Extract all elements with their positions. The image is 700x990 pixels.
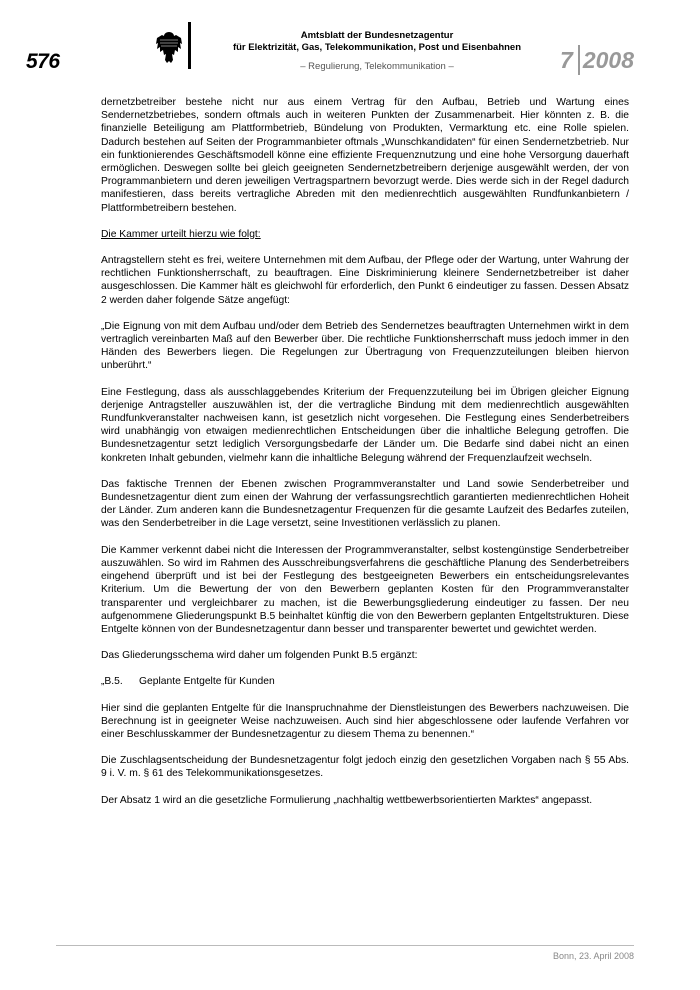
- quoted-paragraph: Hier sind die geplanten Entgelte für die Inanspruchnahme der Dienstleistungen des Bewerbers nachzuweisen. Die Berechnung ist in geeigneter Weise nachzuweisen. Auch sind hier abgeschlossene oder laufende Verfahren vor einer Beschlusskammer der Bundesnetzagentur zu diesem Thema zu benennen.“: [101, 702, 629, 740]
- section-heading-text: Die Kammer urteilt hierzu wie folgt:: [101, 228, 261, 240]
- publication-subtitle: – Regulierung, Telekommunikation –: [300, 61, 454, 72]
- paragraph: Das Gliederungsschema wird daher um folgenden Punkt B.5 ergänzt:: [101, 650, 418, 662]
- issue-year: 2008: [582, 47, 634, 73]
- masthead: [224, 30, 530, 72]
- outline-item-title: Geplante Entgelte für Kunden: [139, 676, 275, 688]
- federal-eagle-icon: [154, 30, 184, 66]
- paragraph: dernetzbetreiber bestehe nicht nur aus einem Vertrag für den Aufbau, Betrieb und Wartung eines Sendernetzbetriebes, sondern oftmals auch in weiteren Punkten der Zusammenarbeit. Hier könnten z. B. die finanzielle Beteiligung am Plattformbetrieb, Bündelung von Produkten, Vermarktung etc. eine Rolle spielen. Dadurch bestehen auf Seiten der Programmanbieter oftmals „Wunschkandidaten“ für einen Sendernetzbetrieb. Nur ein funktionierendes Geschäftsmodell könne eine effiziente Frequenznutzung und eine hohe Versorgung dauerhaft ermöglichen. Deswegen sollte bei gleich geeigneten Sendernetzbetreibern derjenige ausgewählt werden, der von Programmanbietern und deren jeweiligen Vertragspartnern bevorzugt werde. Dies werde sich in der Regel dadurch manifestieren, dass bereits vertragliche Abreden mit den medienrechtlich ausgewählten Rundfunkanbietern / Plattformbetreibern bestehen.: [101, 97, 629, 214]
- issue-label: [560, 45, 634, 75]
- footer-divider: [56, 945, 634, 946]
- article-body: [101, 96, 629, 820]
- paragraph: Die Kammer verkennt dabei nicht die Interessen der Programmveranstalter, selbst kostengünstige Senderbetreiber auszuwählen. So wird im Rahmen des Ausschreibungsverfahrens die geschäftliche Planung des Senderbetreibers eingehend überprüft und ist bei der Festlegung des bestgeeigneten Bewerbers ein entscheidungsrelevantes Kriterium. Um die Bewertung der von den Bewerbern geplanten Kosten für den Programmveranstalter transparenter und vergleichbarer zu machen, ist die Bewerbungsgliederung eindeutiger zu fassen. Der neu aufgenommene Gliederungspunkt B.5 beinhaltet künftig die von den Bewerbern geplanten Entgeltstrukturen. Diese Entgelte können von der Bundesnetzagentur dann besser und transparenter bewertet und gewichtet werden.: [101, 544, 629, 635]
- header-divider: [188, 22, 191, 69]
- paragraph: Der Absatz 1 wird an die gesetzliche Formulierung „nachhaltig wettbewerbsorientierten Marktes“ angepasst.: [101, 794, 593, 806]
- paragraph: Antragstellern steht es frei, weitere Unternehmen mit dem Aufbau, der Pflege oder der Wartung, unter Wahrung der rechtlichen Funktionsherrschaft, zu beauftragen. Eine Diskriminierung kleinere Sendernetzbetreiber ist daher ausgeschlossen. Die Kammer hält es gleichwohl für erforderlich, den Punkt 6 eindeutiger zu fassen. Dessen Absatz 2 werden daher folgende Sätze angefügt:: [101, 255, 629, 306]
- publication-title-line1: Amtsblatt der Bundesnetzagentur: [300, 30, 454, 41]
- issue-divider: [578, 45, 580, 75]
- publication-title-line2: für Elektrizität, Gas, Telekommunikation, Post und Eisenbahnen: [232, 42, 522, 53]
- outline-item-number: „B.5.: [101, 676, 123, 688]
- paragraph: Eine Festlegung, dass als ausschlaggebendes Kriterium der Frequenzzuteilung bei im Übrigen gleicher Eignung derjenige Antragsteller auszuwählen ist, der die vertragliche Bindung mit dem medienrechtlich ausgewählten Rundfunkveranstalter nachweisen kann, ist gesetzlich nicht vorgesehen. Die Festlegung eines Senderbetreibers wird unabhängig von etwaigen medienrechtlichen Entscheidungen über die inhaltliche Belegung getroffen. Die Bundesnetzagentur setzt lediglich Versorgungsbedarfe der Länder um. Die Bedarfe sind dabei nicht an einen konkreten Inhalt gebunden, vielmehr kann die inhaltliche Belegung während der Frequenzlaufzeit wechseln.: [101, 386, 629, 464]
- outline-item: [101, 675, 629, 688]
- issue-number: 7: [560, 47, 573, 73]
- section-heading: [101, 228, 629, 241]
- quoted-paragraph: „Die Eignung von mit dem Aufbau und/oder dem Betrieb des Sendernetzes beauftragten Unternehmen wirkt in dem vertraglich vereinbarten Maß auf den Bewerber über. Die rechtliche Funktionsherrschaft muss jedoch immer in den Händen des Bewerbers liegen. Die Regelungen zur Übertragung von Frequenzzuteilungen bleiben hiervon unberührt.“: [101, 320, 629, 372]
- paragraph: Das faktische Trennen der Ebenen zwischen Programmveranstalter und Land sowie Senderbetreiber und Bundesnetzagentur dient zum einen der Wahrung der verfassungsrechtlich garantierten medienrechtlichen Hoheit der Länder. Zum anderen kann die Bundesnetzagentur Frequenzen für die gesamte Laufzeit des Bedarfes zuteilen, was den Senderbetreiber in die Lage versetzt, seine Investitionen verlässlich zu planen.: [101, 478, 629, 530]
- paragraph: Die Zuschlagsentscheidung der Bundesnetzagentur folgt jedoch einzig den gesetzlichen Vorgaben nach § 55 Abs. 9 i. V. m. § 61 des Telekommunikationsgesetzes.: [101, 755, 629, 780]
- page-number: 576: [26, 50, 60, 73]
- footer-date: Bonn, 23. April 2008: [552, 951, 634, 961]
